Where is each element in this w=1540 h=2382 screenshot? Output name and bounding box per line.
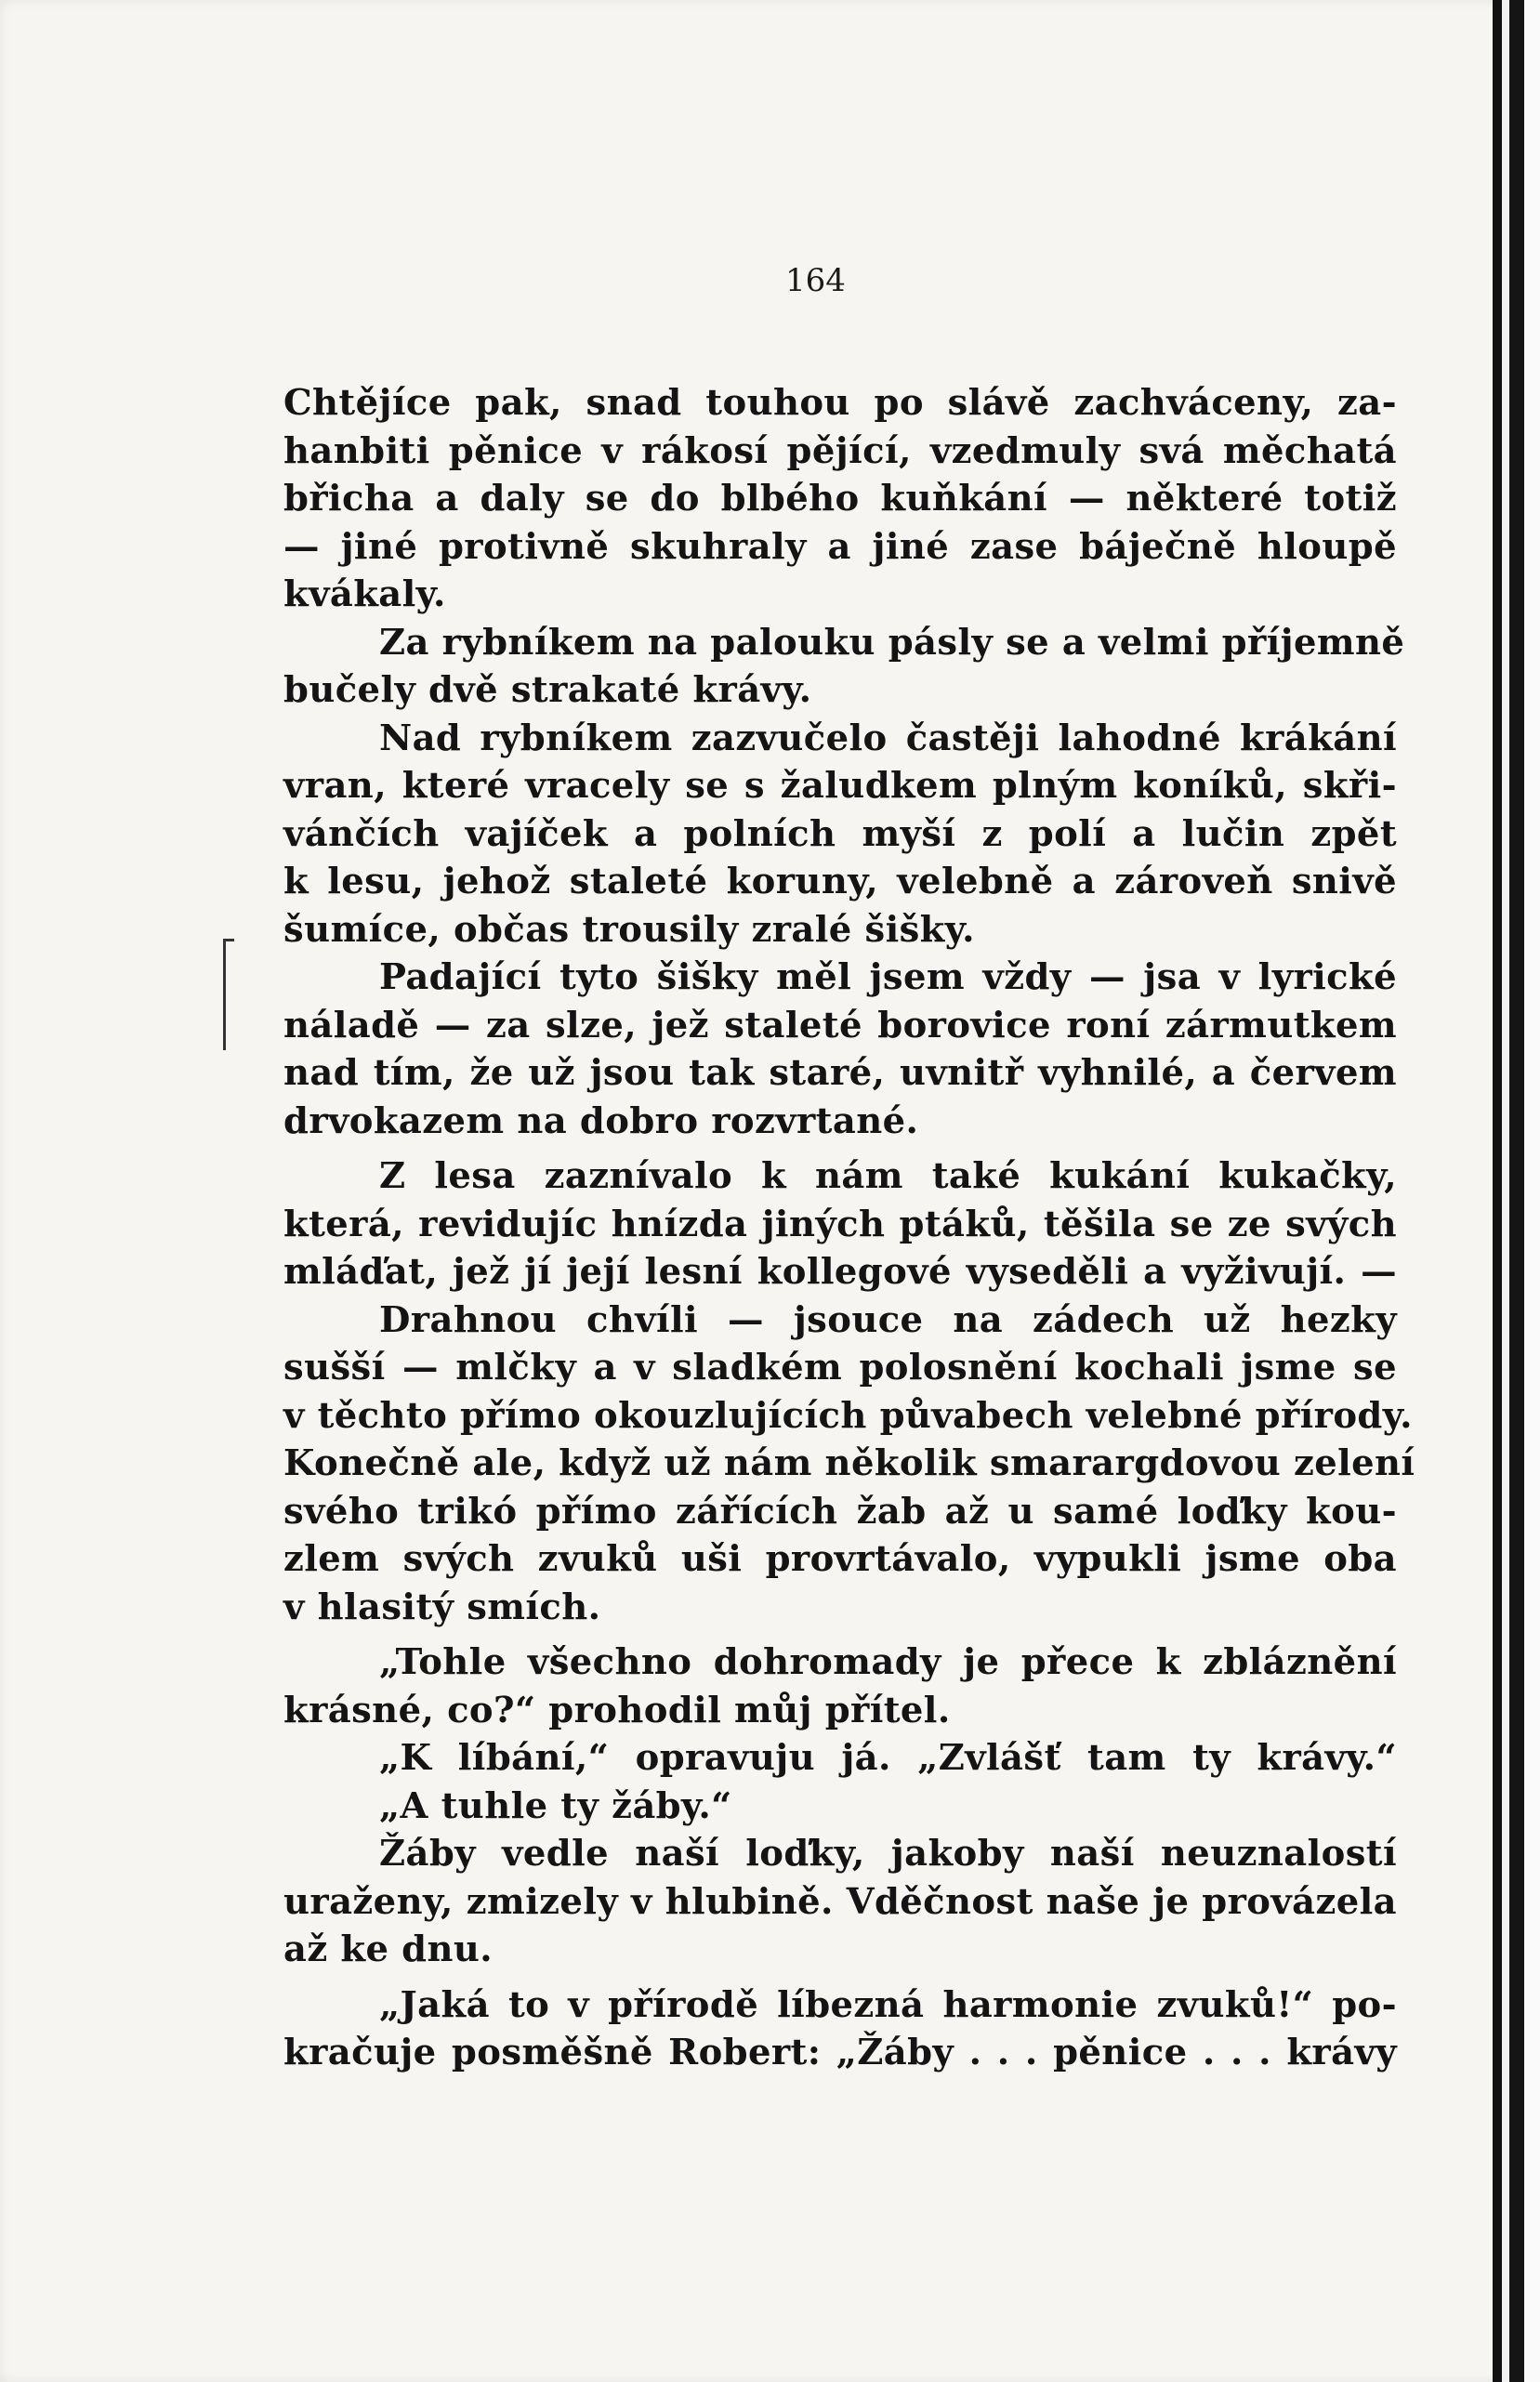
text-line: „K líbání,“ opravuju já. „Zvlášť tam ty krávy.“ <box>379 1737 1397 1779</box>
text-line: krásné, co?“ prohodil můj přítel. <box>283 1689 951 1731</box>
text-line: až ke dnu. <box>283 1928 494 1970</box>
text-line: „Jaká to v přírodě líbezná harmonie zvuků!“ po- <box>379 1983 1397 2026</box>
page-edge-gap <box>1502 0 1509 2382</box>
page-number: 164 <box>785 262 846 299</box>
text-line: k lesu, jehož staleté koruny, velebně a zároveň snivě <box>283 861 1397 902</box>
text-line: „Tohle všechno dohromady je přece k zbláznění <box>379 1641 1397 1683</box>
page-edge-shadow <box>1493 0 1502 2382</box>
text-line: nad tím, že už jsou tak staré, uvnitř vyhnilé, a červem <box>283 1052 1397 1094</box>
text-line: v hlasitý smích. <box>283 1586 601 1628</box>
text-line: uraženy, zmizely v hlubině. Vděčnost naše je provázela <box>283 1880 1397 1923</box>
text-line: Žáby vedle naší loďky, jakoby naší neuznalostí <box>379 1833 1397 1875</box>
body-text <box>283 379 1415 2077</box>
text-line: drvokazem na dobro rozvrtané. <box>283 1099 919 1142</box>
text-line: mláďat, jež jí její lesní kollegové vyseděli a vyživují. — <box>283 1251 1397 1293</box>
text-line: zlem svých zvuků uši provrtávalo, vypukli jsme oba <box>283 1538 1397 1580</box>
text-line: hanbiti pěnice v rákosí pějící, vzedmuly svá měchatá <box>283 429 1397 472</box>
text-line: Za rybníkem na palouku pásly se a velmi příjemně <box>379 621 1405 664</box>
margin-pencil-mark <box>223 939 226 1050</box>
text-line: vánčích vajíček a polních myší z polí a lučin zpět <box>283 812 1397 855</box>
scan-border <box>1524 0 1540 2382</box>
text-line: kvákaly. <box>283 573 446 615</box>
text-line: břicha a daly se do blbého kuňkání — některé totiž <box>283 478 1397 520</box>
text-line: Padající tyto šišky měl jsem vždy — jsa v lyrické <box>379 956 1397 998</box>
text-line: Chtějíce pak, snad touhou po slávě zachváceny, za- <box>283 382 1397 424</box>
text-line: sušší — mlčky a v sladkém polosnění kochali jsme se <box>283 1347 1397 1388</box>
text-line: v těchto přímo okouzlujících půvabech velebné přírody. <box>283 1394 1413 1437</box>
text-line: šumíce, občas trousily zralé šišky. <box>283 908 975 951</box>
text-line: vran, které vracely se s žaludkem plným koníků, skři- <box>283 765 1397 807</box>
text-line: náladě — za slze, jež staleté borovice roní zármutkem <box>283 1004 1397 1046</box>
text-line: Drahnou chvíli — jsouce na zádech už hezky <box>379 1298 1397 1341</box>
text-line: bučely dvě strakaté krávy. <box>283 669 812 711</box>
book-binding-edge <box>1509 0 1524 2382</box>
text-line: „A tuhle ty žáby.“ <box>379 1784 732 1827</box>
text-line: svého trikó přímo zářících žab až u samé loďky kou- <box>283 1490 1397 1533</box>
text-line: Z lesa zaznívalo k nám také kukání kukačky, <box>379 1155 1397 1197</box>
text-line: — jiné protivně skuhraly a jiné zase báječně hloupě <box>283 525 1397 568</box>
text-line: Nad rybníkem zazvučelo častěji lahodné krákání <box>379 717 1397 759</box>
text-line: kračuje posměšně Robert: „Žáby . . . pěnice . . . krávy <box>283 2032 1397 2073</box>
text-line: která, revidujíc hnízda jiných ptáků, těšila se ze svých <box>283 1203 1397 1245</box>
text-line: Konečně ale, když už nám několik smarargdovou zelení <box>283 1442 1415 1484</box>
